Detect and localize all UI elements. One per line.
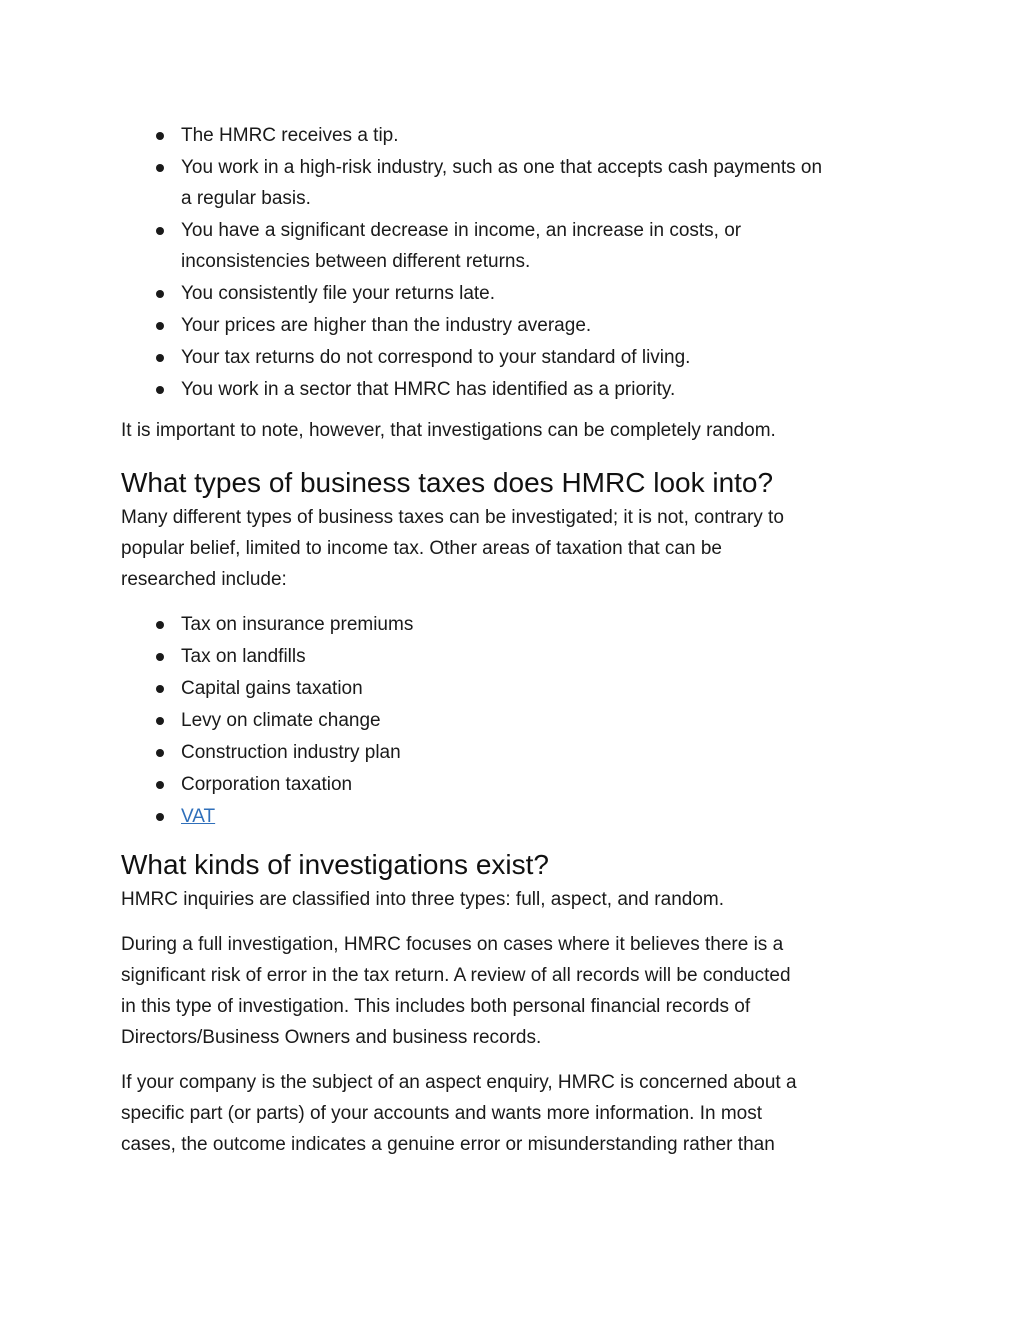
bullet-icon (156, 132, 164, 140)
list-item: Levy on climate change (121, 705, 911, 736)
bullet-icon (156, 813, 164, 821)
bullet-icon (156, 322, 164, 330)
business-taxes-paragraph: Many different types of business taxes can be investigated; it is not, contrary to popular belief, limited to income tax. Other areas of taxation that can be researched include: (121, 507, 784, 590)
vat-link[interactable]: VAT (181, 806, 216, 827)
list-item (121, 801, 911, 832)
bullet-icon (156, 717, 164, 725)
bullet-icon (156, 354, 164, 362)
bullet-icon (156, 386, 164, 394)
risk-factors-list (121, 120, 911, 405)
full-investigation-paragraph: During a full investigation, HMRC focuses on cases where it believes there is a significant risk of error in the tax return. A review of all records will be conducted in this type of investigation. This includes both personal financial records of Directors/Business Owners and business records. (121, 934, 791, 1048)
bullet-icon (156, 749, 164, 757)
heading-investigation-kinds: What kinds of investigations exist? (121, 849, 549, 880)
bullet-icon (156, 621, 164, 629)
list-item: You work in a high-risk industry, such as one that accepts cash payments on a regular basis. (121, 152, 911, 214)
list-item: Your tax returns do not correspond to your standard of living. (121, 342, 911, 373)
list-item: You work in a sector that HMRC has identified as a priority. (121, 374, 911, 405)
inquiry-types-paragraph: HMRC inquiries are classified into three types: full, aspect, and random. (121, 889, 724, 910)
aspect-enquiry-paragraph: If your company is the subject of an aspect enquiry, HMRC is concerned about a specific part (or parts) of your accounts and wants more information. In most cases, the outcome indicates a genuine error or misunderstanding rather than (121, 1072, 797, 1155)
bullet-icon (156, 653, 164, 661)
list-item: You consistently file your returns late. (121, 278, 911, 309)
tax-types-list (121, 609, 911, 832)
list-item: Capital gains taxation (121, 673, 911, 704)
bullet-icon (156, 227, 164, 235)
bullet-icon (156, 290, 164, 298)
list-item: Corporation taxation (121, 769, 911, 800)
heading-business-taxes: What types of business taxes does HMRC look into? (121, 467, 774, 498)
random-note-paragraph: It is important to note, however, that investigations can be completely random. (121, 420, 776, 441)
bullet-icon (156, 781, 164, 789)
list-item: Tax on landfills (121, 641, 911, 672)
list-item: Tax on insurance premiums (121, 609, 911, 640)
list-item: The HMRC receives a tip. (121, 120, 911, 151)
bullet-icon (156, 685, 164, 693)
list-item: Your prices are higher than the industry average. (121, 310, 911, 341)
list-item: You have a significant decrease in income, an increase in costs, or inconsistencies between different returns. (121, 215, 911, 277)
bullet-icon (156, 164, 164, 172)
document-page (121, 120, 911, 1160)
list-item: Construction industry plan (121, 737, 911, 768)
